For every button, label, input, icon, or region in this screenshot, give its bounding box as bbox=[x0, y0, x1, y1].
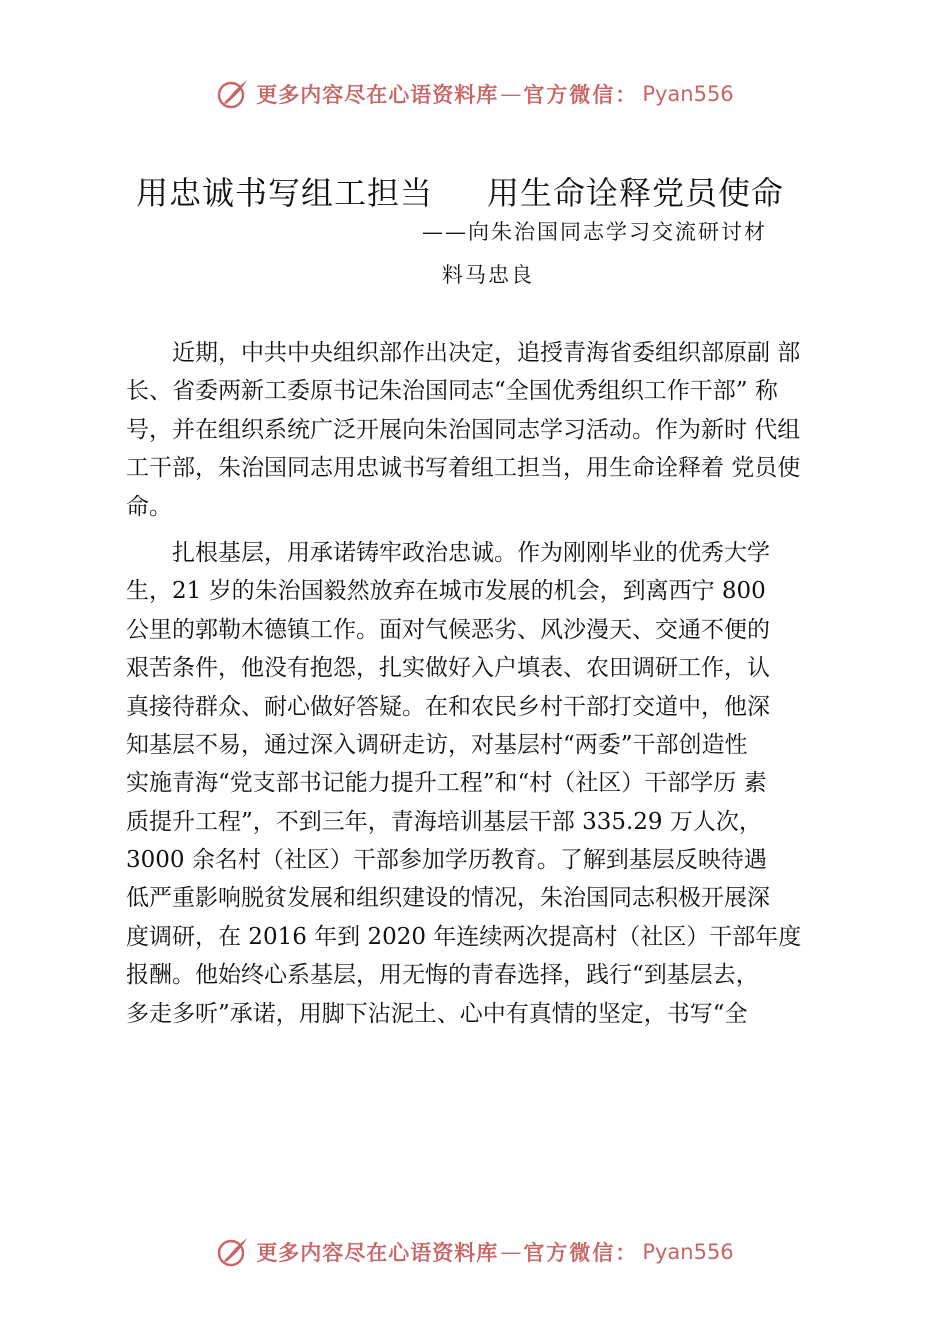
banner-wechat-id: Pyan556 bbox=[642, 82, 734, 106]
banner-dash: — bbox=[500, 1240, 522, 1264]
text-line: 扎根基层，用承诺铸牢政治忠诚。作为刚刚毕业的优秀大学 bbox=[126, 539, 770, 566]
document-title bbox=[136, 168, 784, 214]
banner-dash: — bbox=[500, 82, 522, 106]
banner-wechat-id: Pyan556 bbox=[642, 1240, 734, 1264]
banner-wechat-label: 官方微信： bbox=[523, 82, 639, 107]
title-part-2: 用生命诠释党员使命 bbox=[487, 174, 785, 212]
text-line: 长、省委两新工委原书记朱治国同志“全国优秀组织工作干部” 称 bbox=[126, 378, 778, 405]
text-line: 报酬。他始终心系基层，用无悔的青春选择，践行“到基层去， bbox=[126, 962, 759, 989]
document-body bbox=[126, 334, 866, 1033]
text-line: 工干部，朱治国同志用忠诚书写着组工担当，用生命诠释着 党员使 bbox=[126, 455, 801, 482]
text-line: 真接待群众、耐心做好答疑。在和农民乡村干部打交道中，他深 bbox=[126, 693, 770, 720]
text-line: 实施青海“党支部书记能力提升工程”和“村（社区）干部学历 素 bbox=[126, 770, 767, 797]
text-line: 艰苦条件，他没有抱怨，扎实做好入户填表、农田调研工作，认 bbox=[126, 655, 770, 682]
document-author-line: 料马忠良 bbox=[442, 263, 534, 287]
paragraph-1 bbox=[126, 334, 866, 526]
banner-site-text: 更多内容尽在心语资料库 bbox=[256, 1240, 499, 1265]
document-subtitle: ——向朱治国同志学习交流研讨材 bbox=[422, 220, 767, 244]
paragraph-2 bbox=[126, 534, 866, 1033]
header-banner bbox=[0, 74, 950, 114]
text-line: 3000 余名村（社区）干部参加学历教育。了解到基层反映待遇 bbox=[126, 847, 767, 874]
text-line: 质提升工程”，不到三年，青海培训基层干部 335.29 万人次， bbox=[126, 808, 762, 835]
footer-banner bbox=[0, 1232, 950, 1272]
quill-logo-icon bbox=[216, 77, 250, 111]
text-line: 命。 bbox=[126, 493, 172, 520]
text-line: 知基层不易，通过深入调研走访，对基层村“两委”干部创造性 bbox=[126, 731, 748, 758]
banner-wechat-label: 官方微信： bbox=[523, 1240, 639, 1265]
text-line: 号，并在组织系统广泛开展向朱治国同志学习活动。作为新时 代组 bbox=[126, 416, 801, 443]
text-line: 多走多听”承诺，用脚下沾泥土、心中有真情的坚定，书写“全 bbox=[126, 1000, 748, 1027]
text-line: 低严重影响脱贫发展和组织建设的情况，朱治国同志积极开展深 bbox=[126, 885, 770, 912]
text-line: 度调研，在 2016 年到 2020 年连续两次提高村（社区）干部年度 bbox=[126, 923, 802, 950]
text-line: 生，21 岁的朱治国毅然放弃在城市发展的机会，到离西宁 800 bbox=[126, 578, 766, 605]
text-line: 公里的郭勒木德镇工作。面对气候恶劣、风沙漫天、交通不便的 bbox=[126, 616, 770, 643]
banner-site-text: 更多内容尽在心语资料库 bbox=[256, 82, 499, 107]
title-part-1: 用忠诚书写组工担当 bbox=[136, 174, 434, 212]
text-line: 近期，中共中央组织部作出决定，追授青海省委组织部原副 部 bbox=[126, 340, 801, 366]
quill-logo-icon bbox=[216, 1235, 250, 1269]
